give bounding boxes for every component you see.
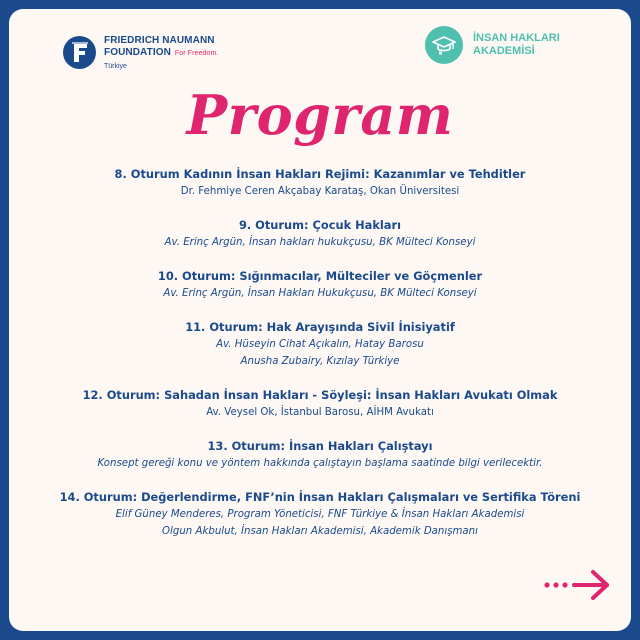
- fnf-country: Türkiye: [104, 63, 127, 70]
- session-title: 11. Oturum: Hak Arayışında Sivil İnisiyatif: [185, 320, 455, 334]
- session-title: 8. Oturum Kadının İnsan Hakları Rejimi: Kazanımlar ve Tehditler: [114, 167, 526, 181]
- mortarboard-icon: [425, 26, 463, 64]
- fnf-logo-icon: [63, 36, 96, 69]
- session-title: 12. Oturum: Sahadan İnsan Hakları - Söyleşi: İnsan Hakları Avukatı Olmak: [82, 388, 558, 402]
- session-item: [9, 319, 631, 370]
- session-item: [9, 268, 631, 302]
- academy-name-line1: İNSAN HAKLARI: [473, 32, 560, 44]
- academy-name-line2: AKADEMİSİ: [473, 45, 535, 57]
- session-speaker: Av. Hüseyin Cihat Açıkalın, Hatay Barosu: [216, 339, 424, 350]
- session-speaker: Av. Veysel Ok, İstanbul Barosu, AİHM Avukatı: [206, 407, 434, 418]
- page-title: Program: [186, 83, 454, 147]
- dotted-arrow-right-icon[interactable]: [541, 567, 613, 603]
- session-list: [9, 166, 631, 557]
- session-speaker: Anusha Zubairy, Kızılay Türkiye: [240, 356, 400, 367]
- session-speaker: Olgun Akbulut, İnsan Hakları Akademisi, Akademik Danışmanı: [162, 526, 478, 537]
- session-speaker: Elif Güney Menderes, Program Yöneticisi, FNF Türkiye & İnsan Hakları Akademisi: [115, 509, 525, 520]
- session-speaker: Av. Erinç Argün, İnsan Hakları Hukukçusu, BK Mülteci Konseyi: [163, 288, 477, 299]
- session-item: [9, 489, 631, 540]
- session-item: [9, 166, 631, 200]
- session-title: 14. Oturum: Değerlendirme, FNF’nin İnsan Hakları Çalışmaları ve Sertifika Töreni: [59, 490, 581, 504]
- fnf-name-line1: FRIEDRICH NAUMANN: [104, 35, 215, 46]
- session-speaker: Av. Erinç Argün, İnsan hakları hukukçusu, BK Mülteci Konseyi: [164, 237, 476, 248]
- session-item: [9, 217, 631, 251]
- academy-logo: [425, 26, 560, 64]
- session-speaker: Dr. Fehmiye Ceren Akçabay Karataş, Okan Üniversitesi: [180, 186, 460, 197]
- fnf-logo: [63, 36, 219, 70]
- session-title: 10. Oturum: Sığınmacılar, Mülteciler ve Göçmenler: [157, 269, 483, 283]
- session-title: 13. Oturum: İnsan Hakları Çalıştayı: [207, 439, 433, 453]
- session-item: [9, 387, 631, 421]
- post-card: [9, 9, 631, 631]
- fnf-tagline: For Freedom.: [174, 50, 219, 57]
- session-title: 9. Oturum: Çocuk Hakları: [238, 218, 402, 232]
- session-item: [9, 438, 631, 472]
- fnf-name-line2: FOUNDATION: [104, 47, 171, 58]
- session-speaker: Konsept gereği konu ve yöntem hakkında çalıştayın başlama saatinde bilgi verilecektir.: [97, 458, 543, 469]
